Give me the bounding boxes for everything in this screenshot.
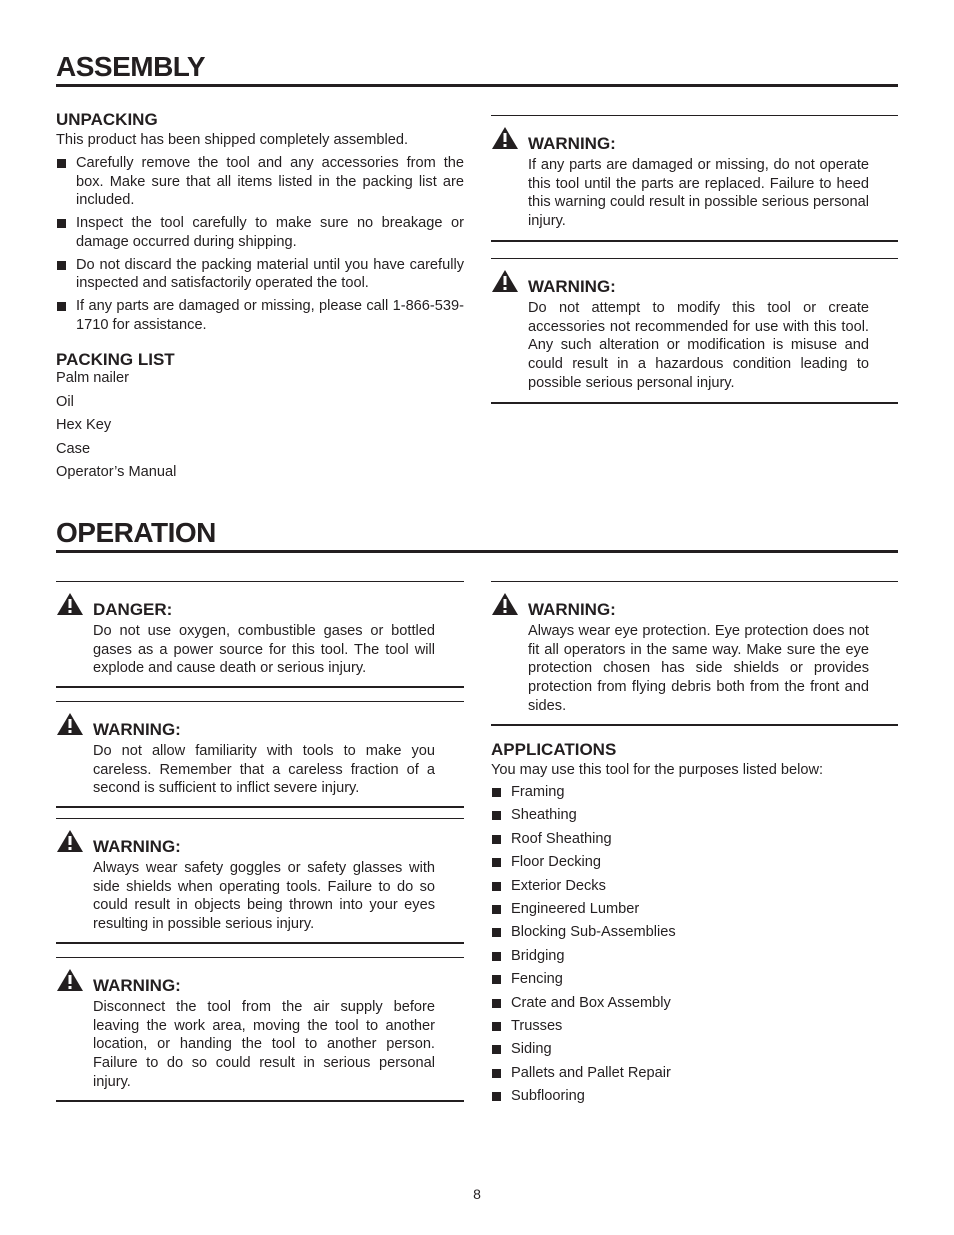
list-item: Do not discard the packing material until you have carefully inspected and satisfactorily operated the tool.: [56, 256, 464, 293]
list-item: Engineered Lumber: [491, 898, 898, 921]
bullet-square-icon: [492, 999, 501, 1008]
warning-text: Always wear safety goggles or safety glasses with side shields when operating tools. Failure to do so could result in objects being thrown into your eyes resulting in possible serious injury.: [93, 860, 435, 933]
warning-label: WARNING:: [93, 837, 181, 856]
bullet-square-icon: [492, 952, 501, 961]
warning-label: WARNING:: [528, 600, 616, 619]
warning-text: If any parts are damaged or missing, do not operate this tool until the parts are replaced. Failure to heed this warning could result in possible serious personal injury.: [528, 157, 869, 230]
warning-box-modify: [491, 258, 898, 404]
bullet-square-icon: [492, 858, 501, 867]
list-item: Floor Decking: [491, 851, 898, 874]
list-item: Crate and Box Assembly: [491, 992, 898, 1015]
warning-triangle-icon: [56, 712, 84, 736]
list-item: Operator’s Manual: [56, 464, 177, 480]
bullet-square-icon: [492, 928, 501, 937]
list-item: Inspect the tool carefully to make sure no breakage or damage occurred during shipping.: [56, 214, 464, 251]
warning-label: WARNING:: [528, 134, 616, 153]
list-item: Subflooring: [491, 1085, 898, 1108]
danger-box: [56, 581, 464, 688]
warning-label: WARNING:: [528, 277, 616, 296]
bullet-square-icon: [492, 1092, 501, 1101]
operation-title: OPERATION: [56, 518, 898, 553]
packing-list-heading: PACKING LIST: [56, 350, 175, 369]
warning-triangle-icon: [56, 968, 84, 992]
page-number: 8: [473, 1186, 481, 1202]
bullet-square-icon: [57, 302, 66, 311]
warning-text: Do not attempt to modify this tool or create accessories not recommended for use with this tool. Any such alteration or modification is misuse and could result in a hazardous condition leading to possible serious personal injury.: [528, 300, 869, 391]
warning-triangle-icon: [491, 592, 519, 616]
bullet-square-icon: [492, 811, 501, 820]
warning-text: Always wear eye protection. Eye protection does not fit all operators in the same way. Make sure the eye protection chosen has side shields or provides protection from flying debris both from the front and sides.: [528, 623, 869, 714]
list-item: Hex Key: [56, 417, 112, 433]
warning-box-eye-protection: [491, 581, 898, 726]
applications-intro: You may use this tool for the purposes listed below:: [491, 762, 824, 778]
list-item: Oil: [56, 393, 74, 410]
warning-text: Disconnect the tool from the air supply before leaving the work area, moving the tool to another location, or handing the tool to another person. Failure to do so could result in serious personal injury.: [93, 999, 435, 1090]
warning-triangle-icon: [56, 592, 84, 616]
danger-text: Do not use oxygen, combustible gases or bottled gases as a power source for this tool. The tool will explode and cause death or serious injury.: [93, 623, 435, 677]
list-item: Palm nailer: [56, 370, 129, 386]
bullet-square-icon: [492, 882, 501, 891]
bullet-square-icon: [492, 788, 501, 797]
list-item: If any parts are damaged or missing, please call 1-866-539-1710 for assistance.: [56, 297, 464, 334]
bullet-square-icon: [492, 975, 501, 984]
list-item: Fencing: [491, 968, 898, 991]
packing-list: [56, 367, 356, 485]
warning-box-disconnect: [56, 957, 464, 1102]
bullet-square-icon: [57, 159, 66, 168]
bullet-square-icon: [57, 219, 66, 228]
unpacking-bullets: [56, 154, 464, 334]
list-item: Trusses: [491, 1015, 898, 1038]
bullet-square-icon: [492, 1045, 501, 1054]
list-item: Siding: [491, 1038, 898, 1061]
warning-triangle-icon: [491, 269, 519, 293]
applications-heading: APPLICATIONS: [491, 740, 617, 759]
bullet-square-icon: [57, 261, 66, 270]
list-item: Sheathing: [491, 804, 898, 827]
list-item: Bridging: [491, 945, 898, 968]
unpacking-heading: UNPACKING: [56, 110, 158, 129]
list-item: Pallets and Pallet Repair: [491, 1062, 898, 1085]
warning-label: WARNING:: [93, 720, 181, 739]
bullet-square-icon: [492, 905, 501, 914]
warning-text: Do not allow familiarity with tools to make you careless. Remember that a careless fraction of a second is sufficient to inflict severe injury.: [93, 743, 435, 797]
warning-label: WARNING:: [93, 976, 181, 995]
list-item: Exterior Decks: [491, 875, 898, 898]
warning-triangle-icon: [56, 829, 84, 853]
bullet-square-icon: [492, 1022, 501, 1031]
assembly-title: ASSEMBLY: [56, 52, 898, 87]
warning-box-parts: [491, 115, 898, 242]
bullet-square-icon: [492, 1069, 501, 1078]
warning-box-goggles: [56, 818, 464, 944]
applications-list: [491, 781, 898, 1109]
danger-label: DANGER:: [93, 600, 173, 619]
unpacking-intro: This product has been shipped completely assembled.: [56, 132, 409, 148]
warning-box-familiarity: [56, 701, 464, 808]
list-item: Framing: [491, 781, 898, 804]
list-item: Carefully remove the tool and any accessories from the box. Make sure that all items listed in the packing list are included.: [56, 154, 464, 210]
list-item: Roof Sheathing: [491, 828, 898, 851]
bullet-square-icon: [492, 835, 501, 844]
warning-triangle-icon: [491, 126, 519, 150]
list-item: Blocking Sub-Assemblies: [491, 921, 898, 944]
list-item: Case: [56, 440, 91, 457]
